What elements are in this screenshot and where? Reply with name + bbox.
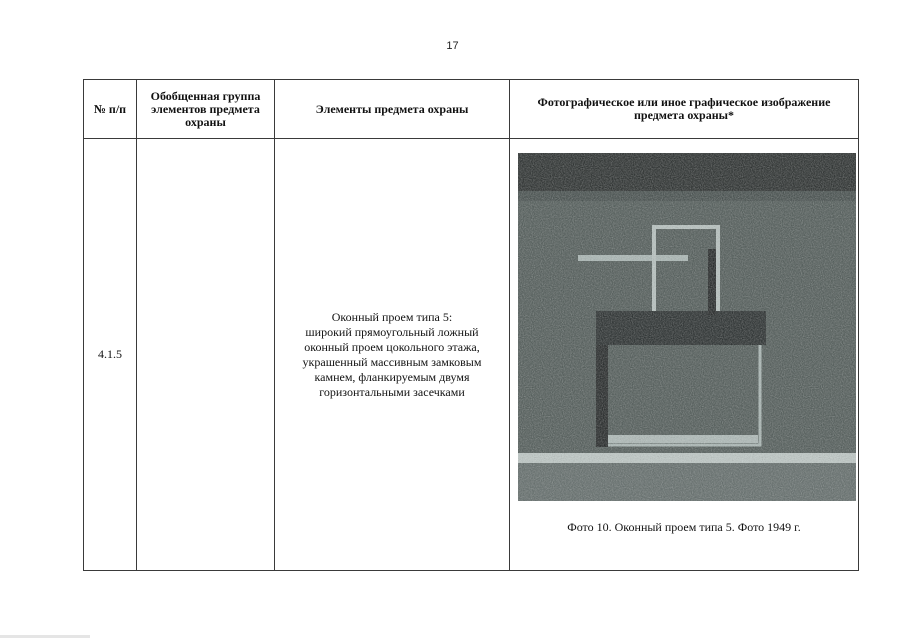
description-line: камнем, фланкируемым двумя <box>314 369 470 384</box>
header-elements: Элементы предмета охраны <box>275 80 510 139</box>
description-line: горизонтальными засечками <box>319 384 465 399</box>
description-line: оконный проем цокольного этажа, <box>304 339 480 354</box>
page-number: 17 <box>446 40 459 52</box>
table-row <box>84 139 859 571</box>
header-photo: Фотографическое или иное графическое изображение предмета охраны* <box>510 80 859 139</box>
table-header-row <box>84 80 859 139</box>
scan-edge-mark <box>0 635 90 638</box>
description-line: Оконный проем типа 5: <box>331 309 453 324</box>
row-group-cell <box>137 139 275 571</box>
row-num-cell: 4.1.5 <box>84 139 137 571</box>
historic-window-photo <box>518 153 856 501</box>
description-line: широкий прямоугольный ложный <box>305 324 479 339</box>
photo-caption: Фото 10. Оконный проем типа 5. Фото 1949 г. <box>567 520 801 534</box>
protection-table <box>83 79 859 571</box>
row-photo-cell <box>510 139 859 571</box>
row-description-cell <box>275 139 510 571</box>
description-line: украшенный массивным замковым <box>302 354 482 369</box>
header-num: № п/п <box>84 80 137 139</box>
header-group: Обобщенная группа элементов предмета охраны <box>137 80 275 139</box>
